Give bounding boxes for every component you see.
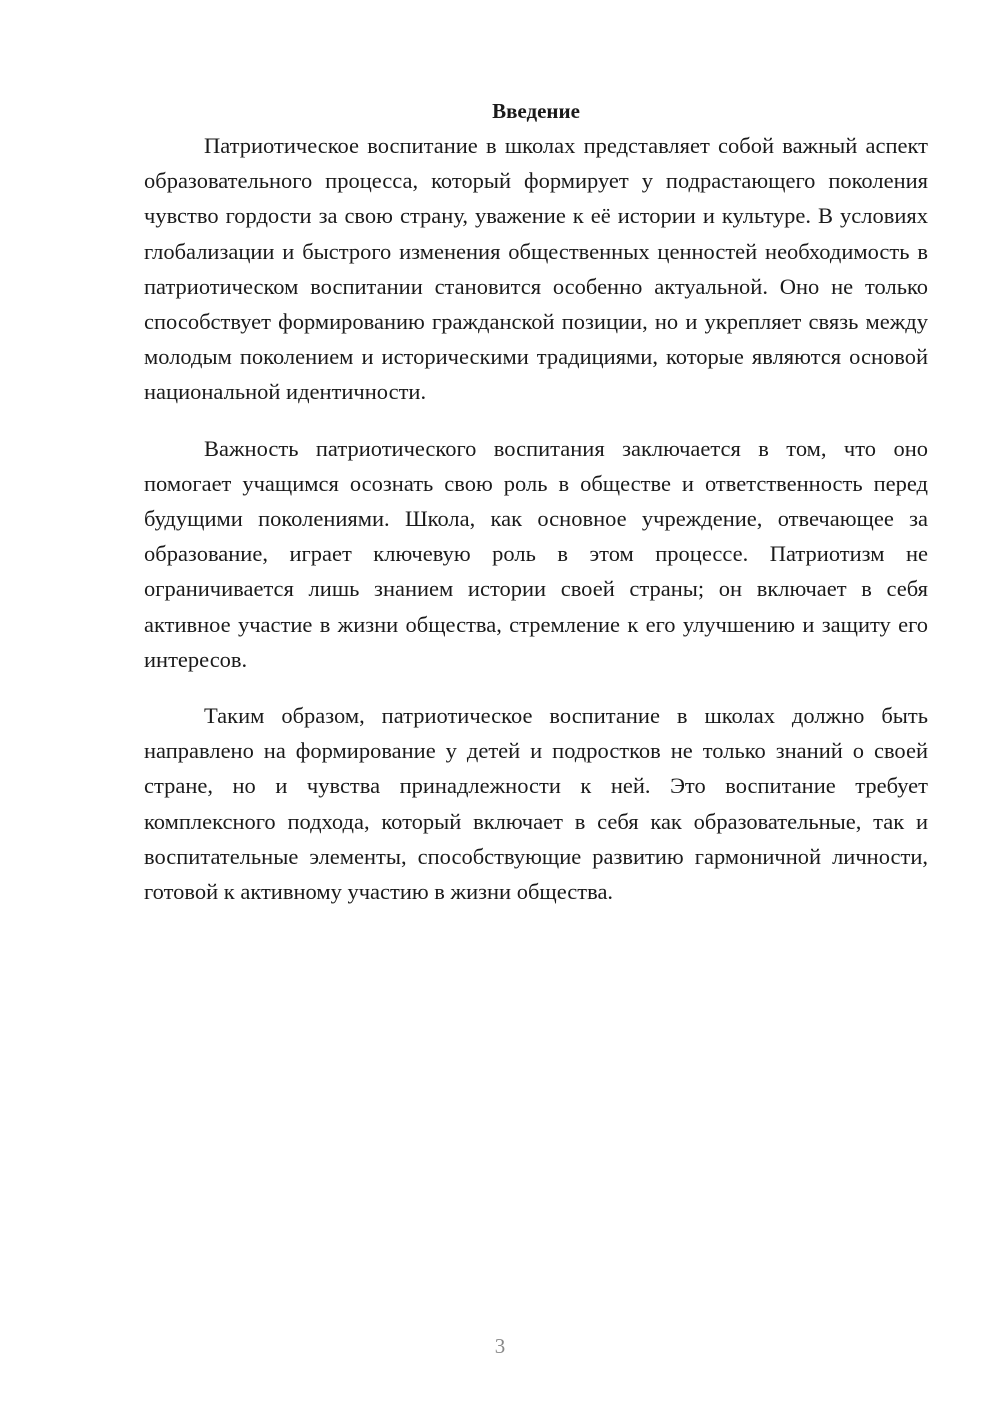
page-number: 3 xyxy=(494,1334,506,1358)
page-content xyxy=(144,96,928,909)
paragraph-1: Патриотическое воспитание в школах представляет собой важный аспект образовательного процесса, который формирует у подрастающего поколения чувство гордости за свою страну, уважение к её истории и культуре. В условиях глобализации и быстрого изменения общественных ценностей необходимость в патриотическом воспитании становится особенно актуальной. Оно не только способствует формированию гражданской позиции, но и укрепляет связь между молодым поколением и историческими традициями, которые являются основой национальной идентичности. xyxy=(144,133,928,405)
paragraph-2: Важность патриотического воспитания заключается в том, что оно помогает учащимся осознать свою роль в обществе и ответственность перед будущими поколениями. Школа, как основное учреждение, отвечающее за образование, играет ключевую роль в этом процессе. Патриотизм не ограничивается лишь знанием истории своей страны; он включает в себя активное участие в жизни общества, стремление к его улучшению и защиту его интересов. xyxy=(144,435,928,672)
section-heading: Введение xyxy=(492,99,580,123)
paragraph-3: Таким образом, патриотическое воспитание в школах должно быть направлено на формирование у детей и подростков не только знаний о своей стране, но и чувства принадлежности к ней. Это воспитание требует комплексного подхода, который включает в себя как образовательные, так и воспитательные элементы, способствующие развитию гармоничной личности, готовой к активному участию в жизни общества. xyxy=(144,703,928,905)
